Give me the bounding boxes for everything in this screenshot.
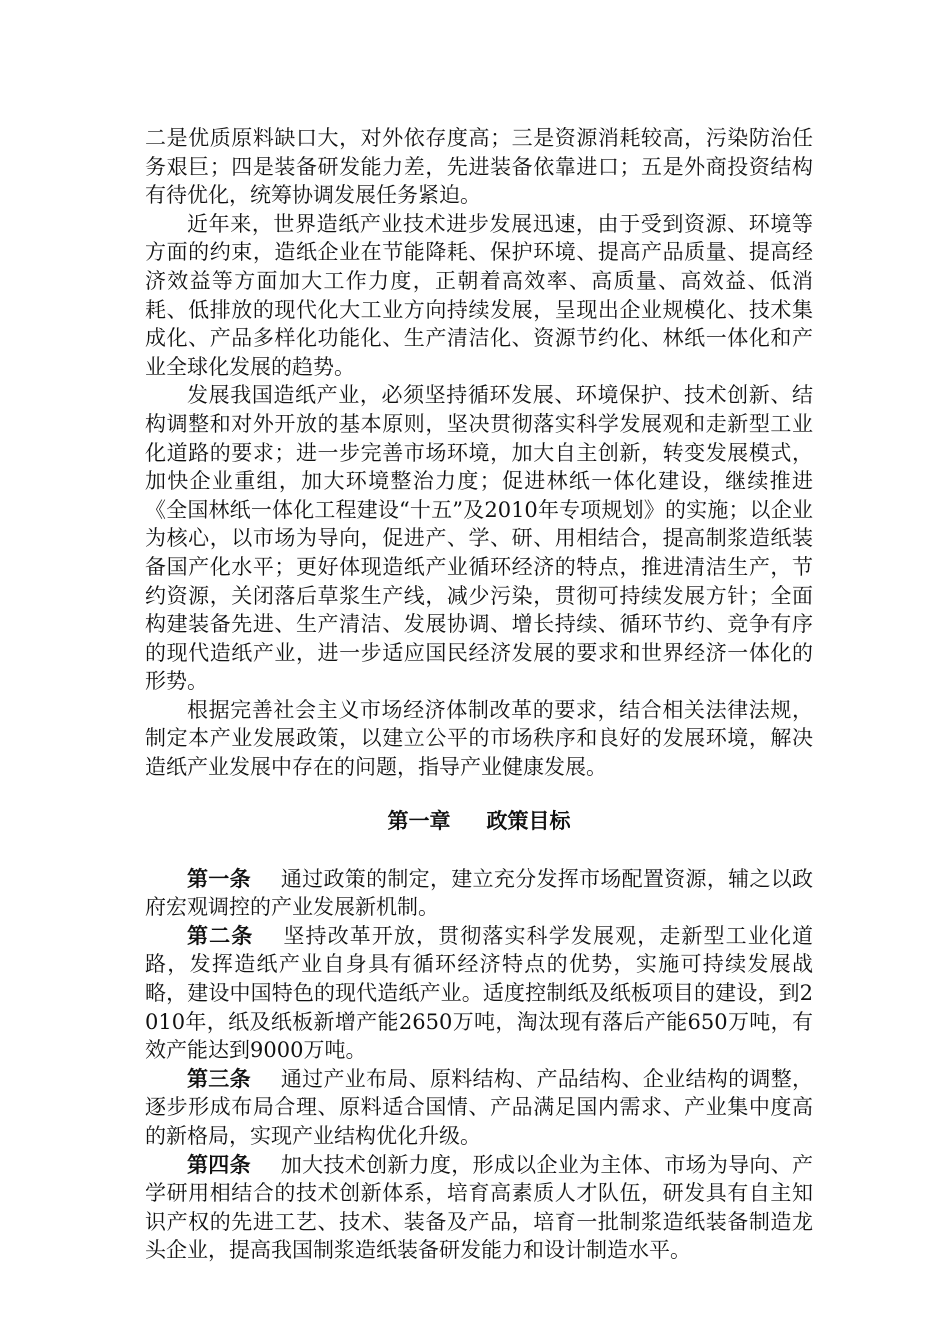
intro-paragraph: 近年来，世界造纸产业技术进步发展迅速，由于受到资源、环境等方面的约束，造纸企业在节能降耗、保护环境、提高产品质量、提高经济效益等方面加大工作力度，正朝着高效率、高质量、高效益、低消耗、低排放的现代化大工业方向持续发展，呈现出企业规模化、技术集成化、产品多样化功能化、生产清洁化、资源节约化、林纸一体化和产业全球化发展的趋势。 bbox=[145, 211, 813, 379]
article-text: 通过产业布局、原料结构、产品结构、企业结构的调整，逐步形成布局合理、原料适合国情、产品满足国内需求、产业集中度高的新格局，实现产业结构优化升级。 bbox=[145, 1066, 813, 1148]
article-text: 通过政策的制定，建立充分发挥市场配置资源，辅之以政府宏观调控的产业发展新机制。 bbox=[145, 866, 813, 920]
intro-paragraph: 根据完善社会主义市场经济体制改革的要求，结合相关法律法规，制定本产业发展政策，以建立公平的市场秩序和良好的发展环境，解决造纸产业发展中存在的问题，指导产业健康发展。 bbox=[145, 697, 813, 780]
article-paragraph bbox=[145, 865, 813, 922]
intro-paragraph: 二是优质原料缺口大，对外依存度高；三是资源消耗较高，污染防治任务艰巨；四是装备研发能力差，先进装备依靠进口；五是外商投资结构有待优化，统筹协调发展任务紧迫。 bbox=[145, 126, 813, 208]
article-label: 第三条 bbox=[187, 1066, 251, 1091]
article-paragraph bbox=[145, 1151, 813, 1265]
article-paragraph bbox=[145, 922, 813, 1065]
chapter-title: 政策目标 bbox=[486, 808, 571, 833]
article-label: 第二条 bbox=[187, 923, 254, 948]
document-page bbox=[145, 124, 813, 1265]
intro-paragraph: 发展我国造纸产业，必须坚持循环发展、环境保护、技术创新、结构调整和对外开放的基本原则，坚决贯彻落实科学发展观和走新型工业化道路的要求；进一步完善市场环境，加大自主创新，转变发展模式，加快企业重组，加大环境整治力度；促进林纸一体化建设，继续推进《全国林纸一体化工程建设“十五”及2010年专项规划》的实施；以企业为核心，以市场为导向，促进产、学、研、用相结合，提高制浆造纸装备国产化水平；更好体现造纸产业循环经济的特点，推进清洁生产，节约资源，关闭落后草浆生产线，减少污染，贯彻可持续发展方针；全面构建装备先进、生产清洁、发展协调、增长持续、循环节约、竞争有序的现代造纸产业，进一步适应国民经济发展的要求和世界经济一体化的形势。 bbox=[145, 383, 813, 694]
article-paragraph bbox=[145, 1065, 813, 1151]
article-label: 第一条 bbox=[187, 866, 251, 891]
article-text: 坚持改革开放，贯彻落实科学发展观，走新型工业化道路，发挥造纸产业自身具有循环经济特点的优势，实施可持续发展战略，建设中国特色的现代造纸产业。适度控制纸及纸板项目的建设，到2010年，纸及纸板新增产能2650万吨，淘汰现有落后产能650万吨，有效产能达到9000万吨。 bbox=[145, 923, 814, 1063]
article-text: 加大技术创新力度，形成以企业为主体、市场为导向、产学研用相结合的技术创新体系，培育高素质人才队伍，研发具有自主知识产权的先进工艺、技术、装备及产品，培育一批制浆造纸装备制造龙头企业，提高我国制浆造纸装备研发能力和设计制造水平。 bbox=[145, 1152, 813, 1263]
article-label: 第四条 bbox=[187, 1152, 251, 1177]
chapter-heading bbox=[145, 807, 813, 835]
chapter-number: 第一章 bbox=[387, 808, 451, 833]
